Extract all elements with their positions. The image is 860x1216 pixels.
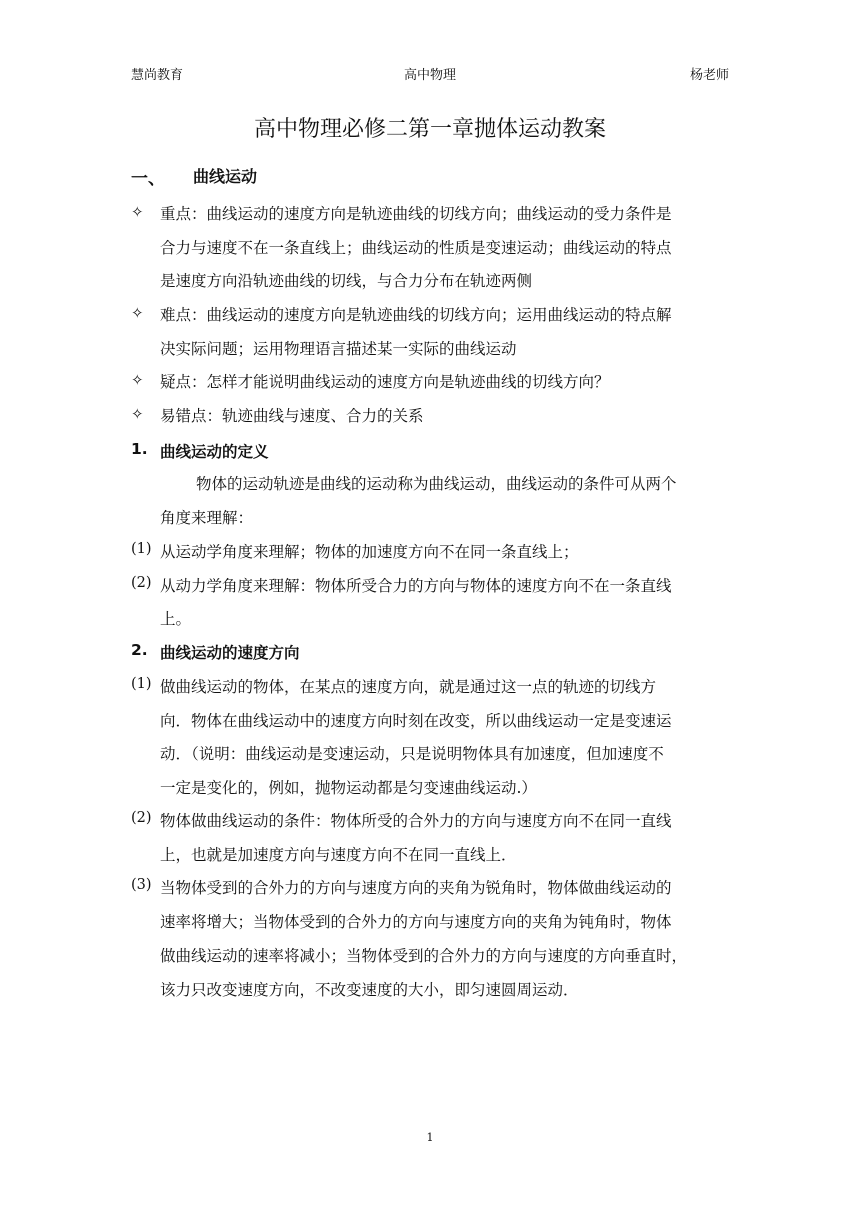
bullet-icon: ✧ bbox=[131, 405, 144, 423]
item-line: 动．（说明：曲线运动是变速运动，只是说明物体具有加速度，但加速度不 bbox=[160, 745, 664, 763]
item-line: 速率将增大；当物体受到的合外力的方向与速度方向的夹角为钝角时，物体 bbox=[160, 913, 672, 931]
subsection-title: 曲线运动的定义 bbox=[160, 443, 269, 461]
bullet-line: 是速度方向沿轨迹曲线的切线，与合力分布在轨迹两侧 bbox=[160, 272, 533, 290]
paragraph-line: 物体的运动轨迹是曲线的运动称为曲线运动，曲线运动的条件可从两个 bbox=[196, 475, 677, 493]
paragraph-line: 角度来理解： bbox=[160, 509, 254, 527]
item-label: (2) bbox=[131, 575, 152, 591]
item-label: (3) bbox=[131, 877, 152, 893]
bullet-icon: ✧ bbox=[131, 304, 144, 322]
section-number: 一、 bbox=[131, 169, 165, 189]
item-line: 做曲线运动的速率将减小；当物体受到的合外力的方向与速度的方向垂直时， bbox=[160, 947, 688, 965]
bullet-line: 疑点：怎样才能说明曲线运动的速度方向是轨迹曲线的切线方向？ bbox=[160, 373, 610, 391]
item-line: 上，也就是加速度方向与速度方向不在同一直线上． bbox=[160, 846, 517, 864]
bullet-line: 易错点：轨迹曲线与速度、合力的关系 bbox=[160, 407, 424, 425]
bullet-line: 重点：曲线运动的速度方向是轨迹曲线的切线方向；曲线运动的受力条件是 bbox=[160, 205, 672, 223]
item-line: 从运动学角度来理解；物体的加速度方向不在同一条直线上； bbox=[160, 543, 579, 561]
header-center: 高中物理 bbox=[403, 68, 456, 83]
page-number: 1 bbox=[426, 1131, 434, 1144]
bullet-icon: ✧ bbox=[131, 371, 144, 389]
section-title: 曲线运动 bbox=[193, 167, 258, 186]
item-label: (2) bbox=[131, 810, 152, 826]
bullet-icon: ✧ bbox=[131, 203, 144, 221]
header-left: 慧尚教育 bbox=[131, 68, 184, 83]
header-right: 杨老师 bbox=[689, 68, 729, 83]
page-title: 高中物理必修二第一章抛体运动教案 bbox=[253, 117, 606, 142]
subsection-number: 1. bbox=[131, 440, 148, 458]
item-line: 一定是变化的，例如，抛物运动都是匀变速曲线运动.） bbox=[160, 779, 537, 797]
item-line: 做曲线运动的物体，在某点的速度方向，就是通过这一点的轨迹的切线方 bbox=[160, 678, 657, 696]
item-label: (1) bbox=[131, 676, 152, 692]
bullet-line: 难点：曲线运动的速度方向是轨迹曲线的切线方向；运用曲线运动的特点解 bbox=[160, 306, 672, 324]
item-line: 向．物体在曲线运动中的速度方向时刻在改变，所以曲线运动一定是变速运 bbox=[160, 712, 672, 730]
subsection-number: 2. bbox=[131, 641, 148, 659]
item-line: 当物体受到的合外力的方向与速度方向的夹角为锐角时，物体做曲线运动的 bbox=[160, 879, 672, 897]
item-line: 物体做曲线运动的条件：物体所受的合外力的方向与速度方向不在同一直线 bbox=[160, 812, 672, 830]
item-line: 上。 bbox=[160, 610, 192, 628]
item-line: 该力只改变速度方向，不改变速度的大小，即匀速圆周运动． bbox=[160, 981, 579, 999]
item-label: (1) bbox=[131, 541, 152, 557]
subsection-title: 曲线运动的速度方向 bbox=[160, 644, 300, 662]
item-line: 从动力学角度来理解：物体所受合力的方向与物体的速度方向不在一条直线 bbox=[160, 577, 672, 595]
bullet-line: 决实际问题；运用物理语言描述某一实际的曲线运动 bbox=[160, 340, 517, 358]
bullet-line: 合力与速度不在一条直线上；曲线运动的性质是变速运动；曲线运动的特点 bbox=[160, 239, 672, 257]
